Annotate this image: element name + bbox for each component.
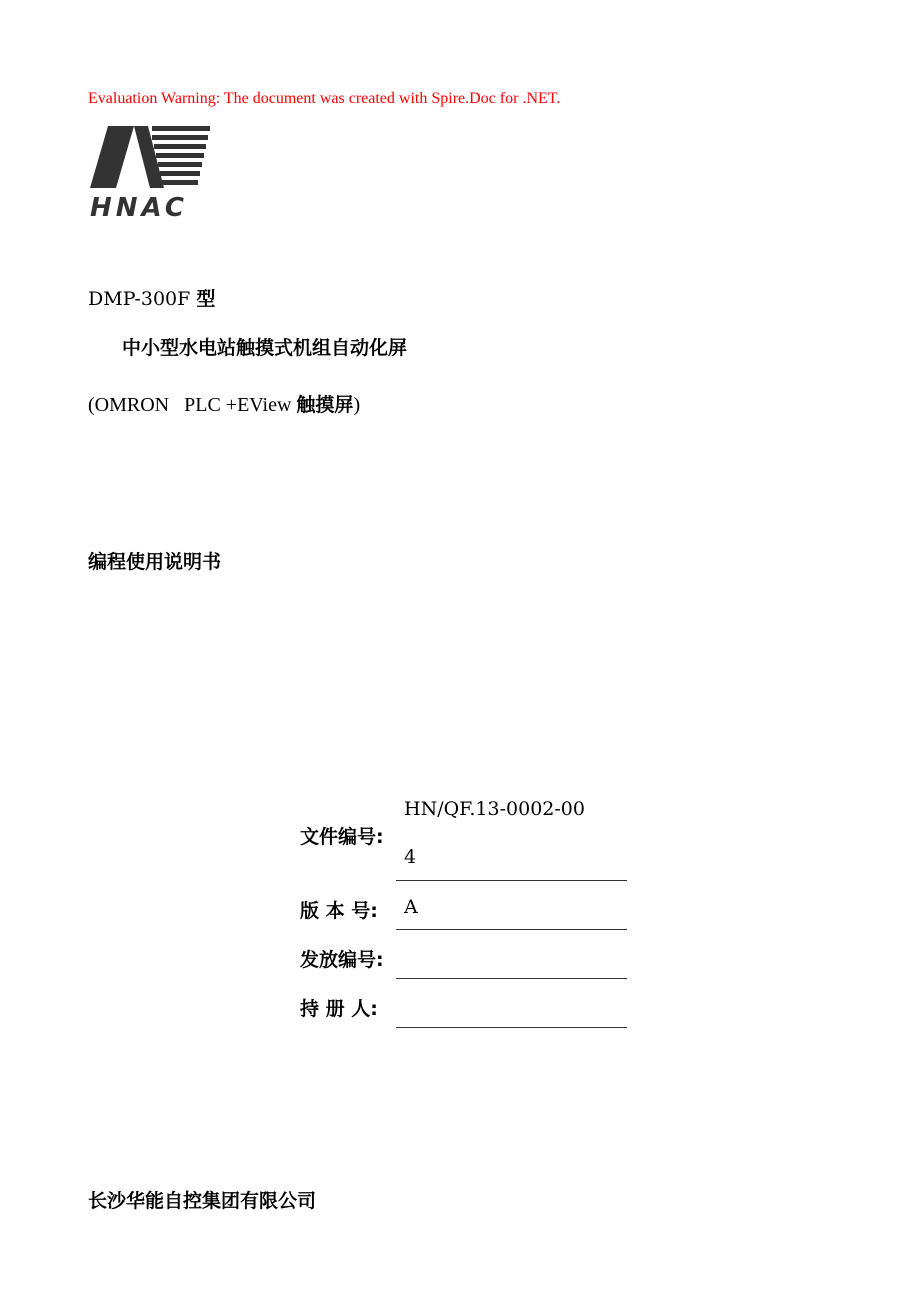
- release-label: 发放编号:: [300, 949, 384, 971]
- model-code: DMP-300F: [88, 288, 191, 310]
- document-title: 中小型水电站触摸式机组自动化屏: [122, 337, 408, 359]
- document-subtitle: [88, 390, 360, 417]
- hnac-logo-icon: [88, 124, 214, 218]
- company-logo: [88, 124, 214, 218]
- doc-no-value-line2: 4: [404, 846, 417, 868]
- holder-label: 持 册 人:: [300, 998, 378, 1020]
- subtitle-cn: 触摸屏: [296, 394, 354, 416]
- holder-underline: [396, 1027, 627, 1028]
- logo-text: HNAC: [90, 193, 188, 218]
- subtitle-prefix: (OMRON PLC +EView: [88, 394, 292, 416]
- doc-no-underline: [396, 880, 627, 881]
- company-name: 长沙华能自控集团有限公司: [88, 1190, 317, 1212]
- model-suffix: 型: [196, 288, 216, 310]
- evaluation-warning: Evaluation Warning: The document was created with Spire.Doc for .NET.: [88, 90, 561, 107]
- doc-no-label: 文件编号:: [300, 826, 384, 848]
- model-line: [88, 284, 215, 311]
- release-underline: [396, 978, 627, 979]
- version-underline: [396, 929, 627, 930]
- manual-title: 编程使用说明书: [88, 551, 222, 573]
- version-value: A: [404, 896, 418, 918]
- version-label: 版 本 号:: [300, 900, 378, 922]
- doc-no-value-line1: HN/QF.13-0002-00: [404, 798, 585, 820]
- subtitle-suffix: ): [353, 394, 361, 416]
